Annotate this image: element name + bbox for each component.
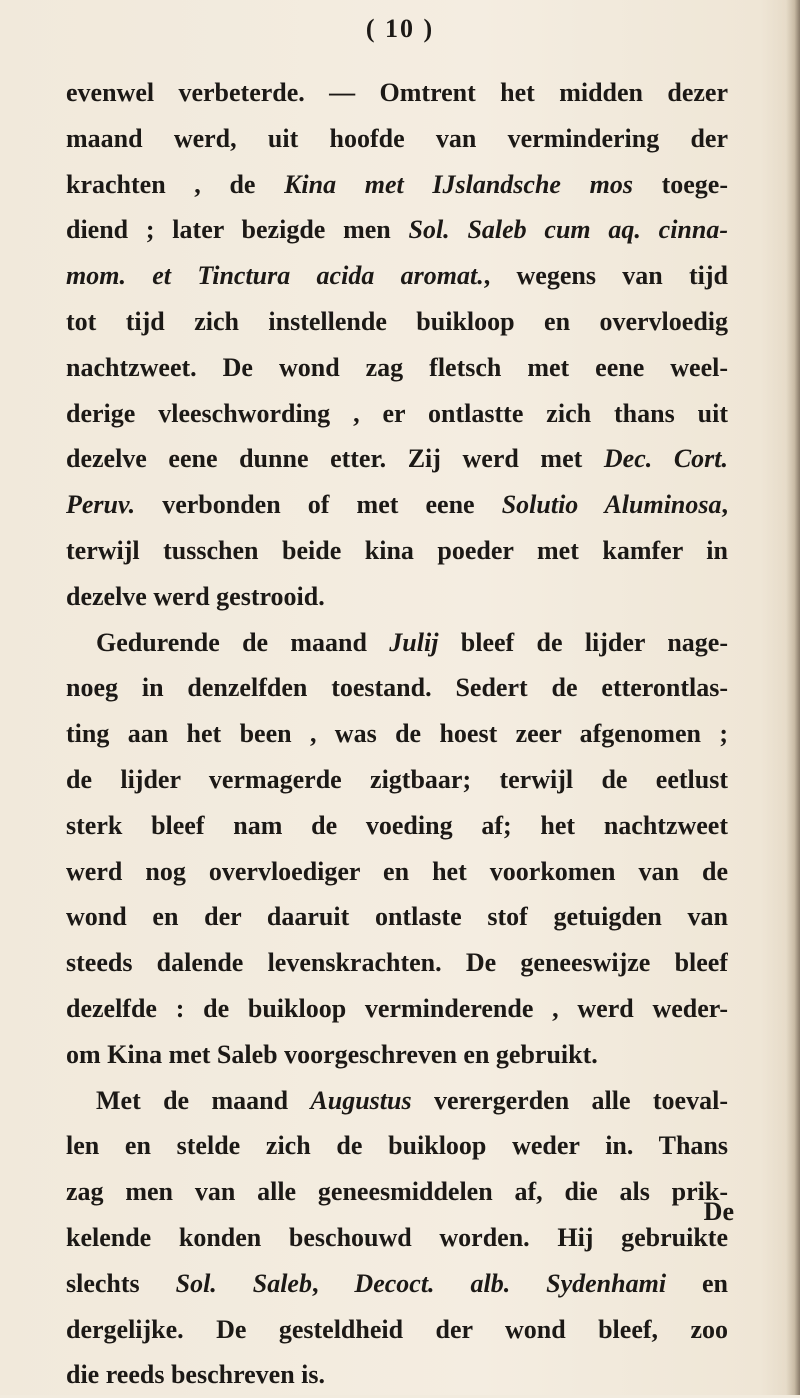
text-line bbox=[66, 1215, 728, 1261]
italic-term: Solutio Aluminosa bbox=[501, 490, 722, 520]
text-segment: om Kina met Saleb voorgeschreven en gebruikt. bbox=[66, 1039, 598, 1069]
text-line bbox=[66, 162, 728, 208]
text-line bbox=[66, 803, 728, 849]
text-segment: en bbox=[666, 1268, 728, 1298]
text-segment: werd nog overvloediger en het voorkomen van de bbox=[66, 856, 728, 886]
text-line bbox=[66, 1169, 728, 1215]
text-line bbox=[66, 528, 728, 574]
text-line bbox=[66, 574, 728, 620]
text-segment: Met de maand bbox=[96, 1085, 311, 1115]
italic-term: Sol. Saleb bbox=[175, 1268, 312, 1298]
text-segment: krachten , de bbox=[66, 169, 285, 199]
text-line bbox=[66, 1123, 728, 1169]
text-line bbox=[66, 391, 728, 437]
text-line bbox=[66, 1307, 728, 1353]
text-line bbox=[66, 345, 728, 391]
catchword: De bbox=[703, 1197, 734, 1226]
italic-term: mom. et Tinctura acida aromat. bbox=[66, 261, 484, 291]
text-segment: ting aan het been , was de hoest zeer afgenomen ; bbox=[66, 719, 728, 749]
page-number: ( 10 ) bbox=[365, 14, 435, 43]
text-line bbox=[66, 70, 728, 116]
text-line bbox=[66, 207, 728, 253]
text-line bbox=[66, 711, 728, 757]
text-segment: tot tijd zich instellende buikloop en overvloedig bbox=[66, 306, 728, 336]
text-line bbox=[66, 1261, 728, 1307]
text-segment: maand werd, uit hoofde van vermindering der bbox=[66, 123, 728, 153]
text-segment: terwijl tusschen beide kina poeder met kamfer in bbox=[66, 535, 728, 565]
text-segment: , bbox=[721, 490, 728, 520]
text-line bbox=[66, 620, 728, 666]
text-segment: nachtzweet. De wond zag fletsch met eene weel- bbox=[66, 352, 728, 382]
italic-term: Dec. Cort. bbox=[603, 444, 728, 474]
body-text bbox=[66, 70, 728, 1398]
text-segment: kelende konden beschouwd worden. Hij gebruikte bbox=[66, 1222, 728, 1252]
text-segment: wond en der daaruit ontlaste stof getuigden van bbox=[66, 902, 728, 932]
text-line bbox=[66, 1352, 728, 1398]
text-line bbox=[66, 1078, 728, 1124]
text-segment: Gedurende de maand bbox=[96, 627, 390, 657]
text-segment: dezelve werd gestrooid. bbox=[66, 581, 325, 611]
text-segment: verbonden of met eene bbox=[135, 490, 502, 520]
text-segment: zag men van alle geneesmiddelen af, die als prik- bbox=[66, 1177, 728, 1207]
text-line bbox=[66, 1032, 728, 1078]
italic-term: Augustus bbox=[310, 1085, 412, 1115]
text-segment: diend ; later bezigde men bbox=[66, 215, 409, 245]
text-line bbox=[66, 116, 728, 162]
text-segment: dezelve eene dunne etter. Zij werd met bbox=[66, 444, 604, 474]
text-segment: evenwel verbeterde. — Omtrent het midden dezer bbox=[66, 78, 728, 107]
text-segment: , wegens van tijd bbox=[483, 261, 728, 291]
text-segment: len en stelde zich de buikloop weder in. Thans bbox=[66, 1131, 728, 1161]
text-segment: slechts bbox=[66, 1268, 176, 1298]
text-line bbox=[66, 940, 728, 986]
text-line bbox=[66, 299, 728, 345]
italic-term: Julij bbox=[389, 627, 439, 657]
italic-term: Kina met IJslandsche mos bbox=[284, 169, 633, 199]
text-segment: verergerden alle toeval- bbox=[411, 1085, 728, 1115]
text-segment: dergelijke. De gesteldheid der wond bleef, zoo bbox=[66, 1314, 728, 1344]
text-segment: noeg in denzelfden toestand. Sedert de etterontlas- bbox=[66, 673, 728, 703]
text-segment: die reeds beschreven is. bbox=[66, 1360, 326, 1390]
text-line bbox=[66, 253, 728, 299]
text-line bbox=[66, 894, 728, 940]
text-segment: derige vleeschwording , er ontlastte zich thans uit bbox=[66, 398, 728, 428]
italic-term: Peruv. bbox=[66, 490, 136, 520]
italic-term: Decoct. alb. Sydenhami bbox=[354, 1268, 667, 1298]
text-line bbox=[66, 849, 728, 895]
text-segment: de lijder vermagerde zigtbaar; terwijl de eetlust bbox=[66, 764, 728, 794]
text-line bbox=[66, 986, 728, 1032]
page-edge-shadow bbox=[786, 0, 800, 1395]
text-segment: , bbox=[311, 1268, 355, 1298]
text-line bbox=[66, 665, 728, 711]
text-segment: dezelfde : de buikloop verminderende , werd weder- bbox=[66, 993, 728, 1023]
text-segment: steeds dalende levenskrachten. De geneeswijze bleef bbox=[66, 948, 728, 978]
text-segment: sterk bleef nam de voeding af; het nachtzweet bbox=[66, 810, 728, 840]
text-segment: toege- bbox=[632, 169, 728, 199]
text-segment: bleef de lijder nage- bbox=[438, 627, 728, 657]
italic-term: Sol. Saleb cum aq. cinna- bbox=[408, 215, 728, 245]
text-line bbox=[66, 482, 728, 528]
text-line bbox=[66, 757, 728, 803]
text-line bbox=[66, 436, 728, 482]
